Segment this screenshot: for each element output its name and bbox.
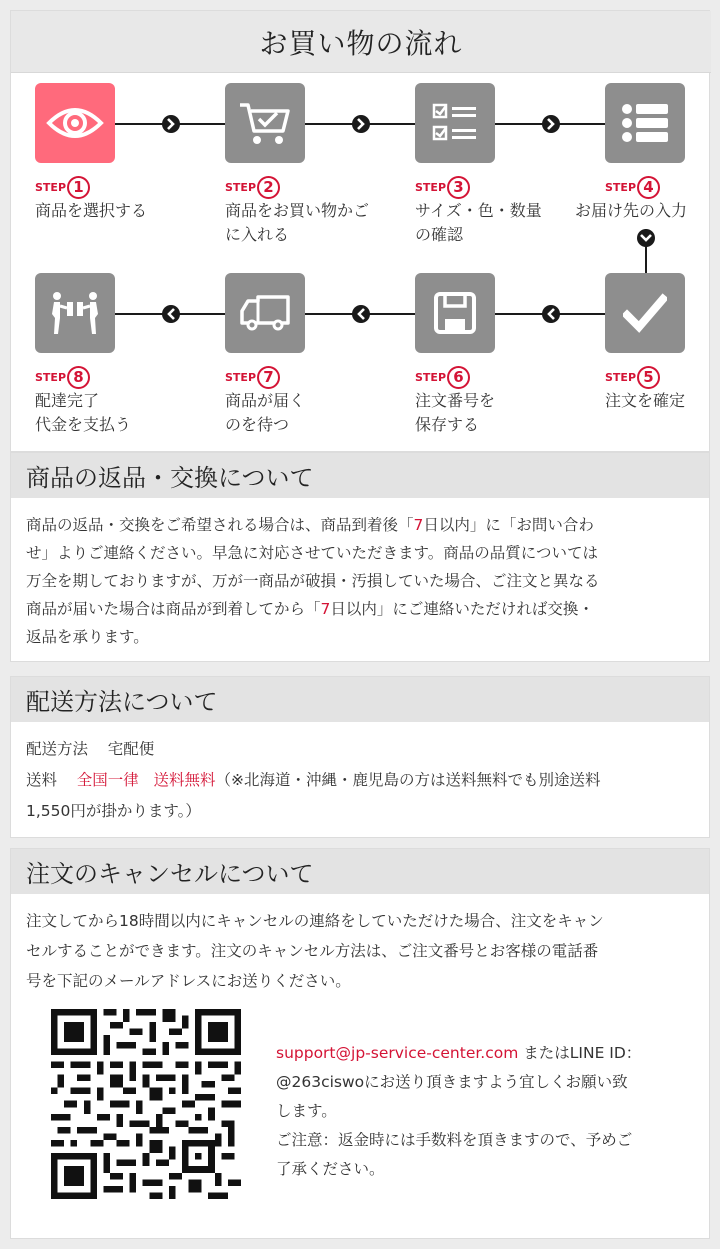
step-4-desc: お届け先の入力 <box>575 201 688 220</box>
step-8-icon-box <box>35 273 115 353</box>
checklist-icon <box>431 101 479 145</box>
arrow-down-icon <box>637 229 655 247</box>
returns-header <box>11 453 709 498</box>
arrow-left-icon <box>162 305 180 323</box>
step-6-desc: 注文番号を 保存する <box>415 391 496 434</box>
contact-info: support@jp-service-center.com またはLINE ID： @263ciswoにお送り頂きますよう宜しくお願い致 します。 ご注意：返金時には手数料を頂きますので、予めご 了承ください。 <box>276 1044 642 1178</box>
line-qr-code <box>51 1009 241 1199</box>
step-3-desc: サイズ・色・数量 の確認 <box>415 201 542 244</box>
eye-icon <box>45 103 105 143</box>
floppy-disk-icon <box>433 291 477 335</box>
arrow-right-icon <box>162 115 180 133</box>
step-5-label: STEP 5 <box>605 365 660 389</box>
cancel-header <box>11 849 709 894</box>
returns-title: 商品の返品・交換について <box>26 464 314 492</box>
step-7-icon-box <box>225 273 305 353</box>
step-3-label: STEP 3 <box>415 175 470 199</box>
step-5-desc: 注文を確定 <box>605 391 686 410</box>
return-days: 7 <box>413 516 424 534</box>
delivery-handoff-icon <box>48 290 102 336</box>
cancel-body: 注文してから18時間以内にキャンセルの連絡をしていただけた場合、注文をキャン セルすることができます。注文のキャンセル方法は、ご注文番号とお客様の電話番 号を下記のメールアドレスにお送りください。 <box>26 912 604 990</box>
cart-icon <box>237 99 293 147</box>
truck-icon <box>238 293 292 333</box>
cancel-title: 注文のキャンセルについて <box>26 860 314 888</box>
return-days: 7 <box>320 600 331 618</box>
checkmark-icon <box>623 293 667 333</box>
step-7-desc: 商品が届く のを待つ <box>225 391 306 434</box>
shipping-section <box>10 676 710 838</box>
arrow-left-icon <box>352 305 370 323</box>
support-email-link[interactable]: support@jp-service-center.com <box>276 1044 519 1062</box>
step-6-icon-box <box>415 273 495 353</box>
step-2-label: STEP 2 <box>225 175 280 199</box>
list-icon <box>620 101 670 145</box>
arrow-left-icon <box>542 305 560 323</box>
step-5-icon-box <box>605 273 685 353</box>
returns-body: 商品の返品・交換をご希望される場合は、商品到着後「7日以内」に「お問い合わ せ」よりご連絡ください。早急に対応させていただきます。商品の品質については 万全を期しておりますが、万が一商品が破損・汚損していた場合、ご注文と異なる 商品が届いた場合は商品が到着してから「7日以内」にご連絡いただければ交換・ 返品を承ります。 <box>26 516 600 646</box>
flow-header <box>11 11 711 73</box>
step-8-desc: 配達完了 代金を支払う <box>35 391 132 434</box>
shipping-title: 配送方法について <box>26 688 218 716</box>
step-2-desc: 商品をお買い物かご に入れる <box>225 201 370 244</box>
cancel-section <box>10 848 710 1239</box>
step-7-label: STEP 7 <box>225 365 280 389</box>
step-1-icon-box <box>35 83 115 163</box>
step-8-label: STEP 8 <box>35 365 90 389</box>
shipping-header <box>11 677 709 722</box>
shipping-body: 配送方法 宅配便 送料 全国一律 送料無料（※北海道・沖縄・鹿児島の方は送料無料でも別途送料 1,550円が掛かります。） <box>26 740 601 820</box>
step-4-label: STEP 4 <box>605 175 660 199</box>
arrow-right-icon <box>542 115 560 133</box>
step-2-icon-box <box>225 83 305 163</box>
step-1-label: STEP 1 <box>35 175 90 199</box>
step-6-label: STEP 6 <box>415 365 470 389</box>
step-3-icon-box <box>415 83 495 163</box>
arrow-right-icon <box>352 115 370 133</box>
step-4-icon-box <box>605 83 685 163</box>
step-1-desc: 商品を選択する <box>35 201 148 220</box>
shopping-flow-section <box>10 10 710 452</box>
flow-title: お買い物の流れ <box>259 26 463 60</box>
returns-section <box>10 452 710 662</box>
